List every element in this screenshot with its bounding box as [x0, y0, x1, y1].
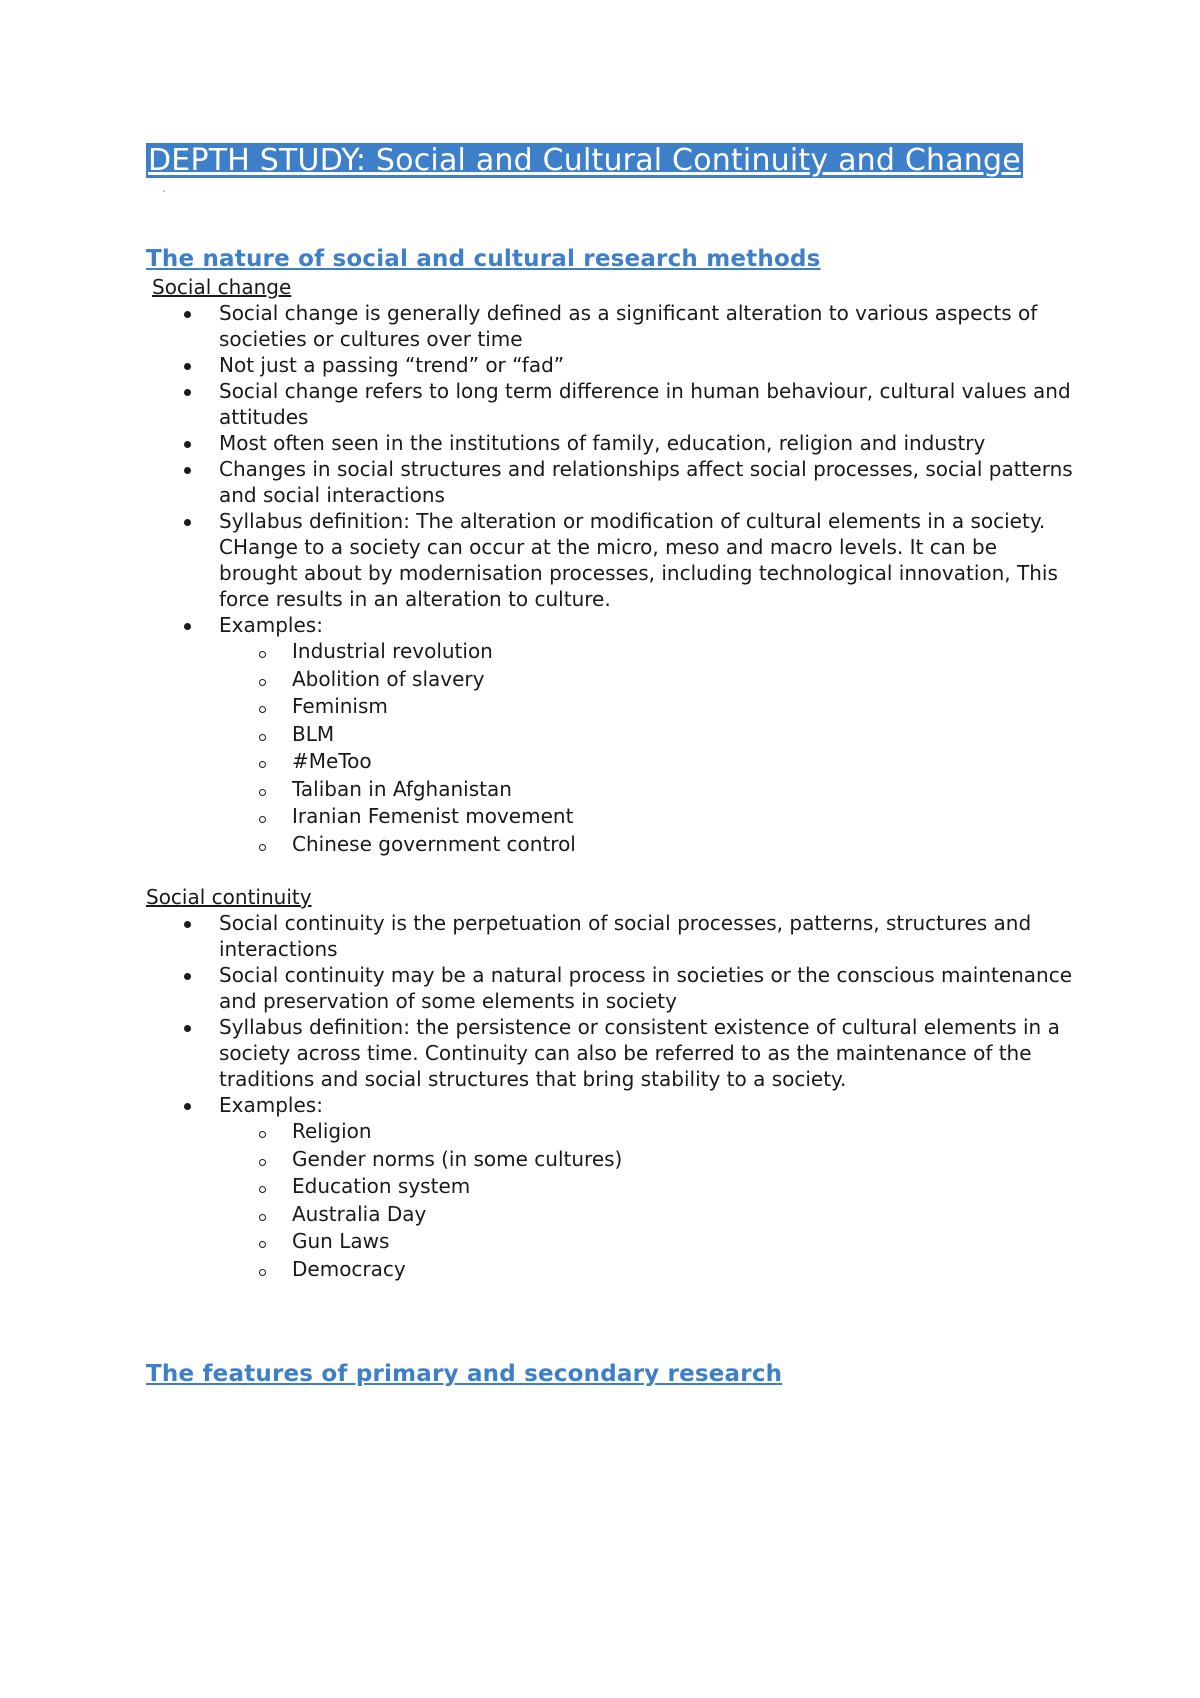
sub-list-item-text: Chinese government control — [292, 831, 576, 856]
bullet-icon — [184, 363, 191, 370]
section-heading-primary-secondary: The features of primary and secondary research — [146, 1361, 783, 1387]
bullet-icon — [184, 389, 191, 396]
paragraph-spacer — [146, 1283, 1076, 1325]
circle-bullet-icon — [259, 816, 266, 823]
circle-bullet-icon — [259, 1131, 266, 1138]
list-item-text: Examples: — [219, 1093, 323, 1117]
circle-bullet-icon — [259, 1241, 266, 1248]
bullet-icon — [184, 973, 191, 980]
sub-list-item — [146, 1118, 1076, 1146]
document-title — [146, 142, 1076, 180]
bullet-icon — [184, 441, 191, 448]
list-item — [146, 300, 1076, 352]
circle-bullet-icon — [259, 651, 266, 658]
list-item-text: Social continuity is the perpetuation of social processes, patterns, structures and interactions — [219, 911, 1032, 961]
circle-bullet-icon — [259, 1186, 266, 1193]
circle-bullet-icon — [259, 789, 266, 796]
list-item — [146, 430, 1076, 456]
circle-bullet-icon — [259, 844, 266, 851]
sub-list-item-text: Industrial revolution — [292, 639, 493, 663]
list-item-text: Most often seen in the institutions of family, education, religion and industry — [219, 431, 986, 455]
sub-list-item — [146, 831, 1076, 859]
list-item-text: Examples: — [219, 613, 323, 637]
sub-list-item — [146, 776, 1076, 804]
sub-list-item-text: Taliban in Afghanistan — [292, 776, 512, 801]
list-item-text: Syllabus definition: The alteration or modification of cultural elements in a society. CHange to a society can occur at the micro, meso and macro levels. It can be brought about by modernisation processes, including technological innovation, This force results in an alteration to culture. — [219, 509, 1058, 611]
subheading-social-change: Social change — [152, 275, 292, 299]
sub-list-item-text: Religion — [292, 1119, 372, 1143]
list-item — [146, 378, 1076, 430]
document-page — [146, 142, 1076, 1389]
list-item-text: Changes in social structures and relationships affect social processes, social patterns and social interactions — [219, 457, 1073, 507]
sub-list-item-text: BLM — [292, 721, 335, 746]
list-item — [146, 612, 1076, 858]
list-item — [146, 1014, 1076, 1092]
sub-list-item-text: Education system — [292, 1174, 471, 1198]
circle-bullet-icon — [259, 679, 266, 686]
sub-list-item — [146, 1256, 1076, 1284]
title-spacer — [146, 180, 1076, 210]
sub-list-item — [146, 1146, 1076, 1174]
sub-list-item-text: Feminism — [292, 694, 388, 718]
social-change-examples-list — [219, 638, 1076, 858]
sub-list-item — [146, 1201, 1076, 1229]
sub-list-item-text: Iranian Femenist movement — [292, 804, 574, 828]
social-continuity-list — [146, 910, 1076, 1283]
list-item-text: Social change refers to long term difference in human behaviour, cultural values and attitudes — [219, 379, 1071, 429]
sub-list-item — [146, 748, 1076, 776]
list-item — [146, 910, 1076, 962]
sub-list-item-text: Gun Laws — [292, 1229, 390, 1253]
sub-list-item — [146, 803, 1076, 831]
list-item-text: Social change is generally defined as a significant alteration to various aspects of societies or cultures over time — [219, 301, 1038, 351]
list-item — [146, 962, 1076, 1014]
bullet-icon — [184, 1025, 191, 1032]
bullet-icon — [184, 1103, 191, 1110]
circle-bullet-icon — [259, 761, 266, 768]
bullet-icon — [184, 311, 191, 318]
stray-mark — [163, 190, 165, 192]
circle-bullet-icon — [259, 1269, 266, 1276]
sub-list-item-text: #MeToo — [292, 749, 372, 773]
list-item — [146, 508, 1076, 612]
document-title-text: DEPTH STUDY: Social and Cultural Continuity and Change — [148, 143, 1021, 178]
list-item — [146, 456, 1076, 508]
sub-list-item-text: Abolition of slavery — [292, 666, 485, 691]
list-item-text: Social continuity may be a natural process in societies or the conscious maintenance and preservation of some elements in society — [219, 963, 1073, 1013]
social-change-list — [146, 300, 1076, 858]
sub-list-item — [146, 638, 1076, 666]
circle-bullet-icon — [259, 1159, 266, 1166]
subheading-social-continuity: Social continuity — [146, 885, 312, 909]
sub-list-item-text: Gender norms (in some cultures) — [292, 1146, 623, 1171]
sub-list-item-text: Democracy — [292, 1256, 406, 1281]
section-heading-research-methods: The nature of social and cultural research methods — [146, 246, 821, 272]
bullet-icon — [184, 623, 191, 630]
circle-bullet-icon — [259, 1214, 266, 1221]
paragraph-spacer — [146, 858, 1076, 884]
list-item — [146, 352, 1076, 378]
circle-bullet-icon — [259, 734, 266, 741]
sub-list-item — [146, 693, 1076, 721]
list-item — [146, 1092, 1076, 1283]
sub-list-item-text: Australia Day — [292, 1201, 427, 1226]
circle-bullet-icon — [259, 706, 266, 713]
social-continuity-examples-list — [219, 1118, 1076, 1283]
bullet-icon — [184, 519, 191, 526]
bullet-icon — [184, 467, 191, 474]
sub-list-item — [146, 1173, 1076, 1201]
bullet-icon — [184, 921, 191, 928]
sub-list-item — [146, 666, 1076, 694]
list-item-text: Not just a passing “trend” or “fad” — [219, 353, 565, 377]
list-item-text: Syllabus definition: the persistence or consistent existence of cultural elements in a society across time. Continuity can also be referred to as the maintenance of the traditions and social structures that bring stability to a society. — [219, 1015, 1060, 1091]
sub-list-item — [146, 1228, 1076, 1256]
sub-list-item — [146, 721, 1076, 749]
